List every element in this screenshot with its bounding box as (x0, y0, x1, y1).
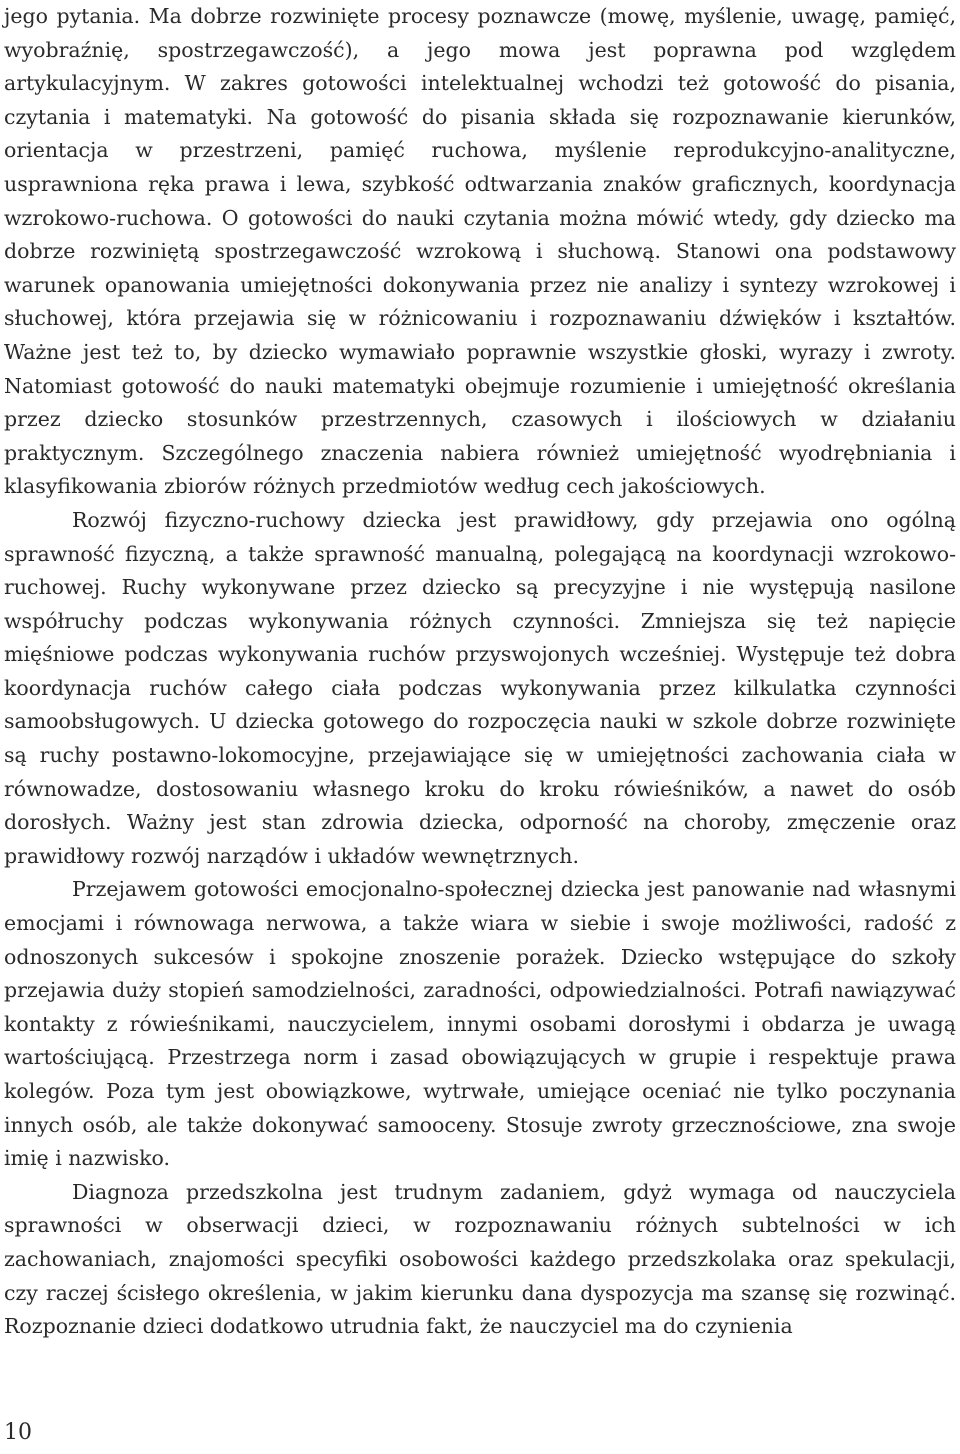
paragraph-preschool-diagnosis: Diagnoza przedszkolna jest trudnym zadaniem, gdyż wymaga od nauczyciela sprawności w obserwacji dzieci, w rozpoznawaniu różnych subtelności w ich zachowaniach, znajomości specyfiki osobowości każdego przedszkolaka oraz spekulacji, czy raczej ścisłego określenia, w jakim kierunku dana dyspozycja ma szansę się rozwinąć. Rozpoznanie dzieci dodatkowo utrudnia fakt, że nauczyciel ma do czynienia (4, 1179, 956, 1339)
page-number: 10 (4, 1420, 32, 1445)
paragraph-readiness-intellectual: jego pytania. Ma dobrze rozwinięte procesy poznawcze (mowę, myślenie, uwagę, pamięć, wyobraźnię, spostrzegawczość), a jego mowa jest poprawna pod względem artykulacyjnym. W zakres gotowości intelektualnej wchodzi też gotowość do pisania, czytania i matematyki. Na gotowość do pisania składa się rozpoznawanie kierunków, orientacja w przestrzeni, pamięć ruchowa, myślenie reprodukcyjno-analityczne, usprawniona ręka prawa i lewa, szybkość odtwarzania znaków graficznych, koordynacja wzrokowo-ruchowa. O gotowości do nauki czytania można mówić wtedy, gdy dziecko ma dobrze rozwiniętą spostrzegawczość wzrokową i słuchową. Stanowi ona podstawowy warunek opanowania umiejętności dokonywania przez nie analizy i syntezy wzrokowej i słuchowej, która przejawia się w różnicowaniu i rozpoznawaniu dźwięków i kształtów. Ważne jest też to, by dziecko wymawiało poprawnie wszystkie głoski, wyrazy i zwroty. Natomiast gotowość do nauki matematyki obejmuje rozumienie i umiejętność określania przez dziecko stosunków przestrzennych, czasowych i ilościowych w działaniu praktycznym. Szczególnego znaczenia nabiera również umiejętność wyodrębniania i klasyfikowania zbiorów różnych przedmiotów według cech jakościowych. (4, 4, 956, 499)
page-body (4, 0, 956, 1344)
paragraph-physical-development: Rozwój fizyczno-ruchowy dziecka jest prawidłowy, gdy przejawia ono ogólną sprawność fizyczną, a także sprawność manualną, polegającą na koordynacji wzrokowo-ruchowej. Ruchy wykonywane przez dziecko są precyzyjne i nie występują nasilone współruchy podczas wykonywania różnych czynności. Zmniejsza się też napięcie mięśniowe podczas wykonywania ruchów przyswojonych wcześniej. Występuje też dobra koordynacja ruchów całego ciała podczas wykonywania przez kilkulatka czynności samoobsługowych. U dziecka gotowego do rozpoczęcia nauki w szkole dobrze rozwinięte są ruchy postawno-lokomocyjne, przejawiające się w umiejętności zachowania ciała w równowadze, dostosowaniu własnego kroku do kroku rówieśników, a nawet do osób dorosłych. Ważny jest stan zdrowia dziecka, odporność na choroby, zmęczenie oraz prawidłowy rozwój narządów i układów wewnętrznych. (4, 507, 956, 868)
paragraph-emotional-social-readiness: Przejawem gotowości emocjonalno-społecznej dziecka jest panowanie nad własnymi emocjami i równowaga nerwowa, a także wiara w siebie i swoje możliwości, radość z odnoszonych sukcesów i spokojne znoszenie porażek. Dziecko wstępujące do szkoły przejawia duży stopień samodzielności, zaradności, odpowiedzialności. Potrafi nawiązywać kontakty z rówieśnikami, nauczycielem, innymi osobami dorosłymi i obdarza je uwagą wartościującą. Przestrzega norm i zasad obowiązujących w grupie i respektuje prawa kolegów. Poza tym jest obowiązkowe, wytrwałe, umiejące oceniać nie tylko poczynania innych osób, ale także dokonywać samooceny. Stosuje zwroty grzecznościowe, zna swoje imię i nazwisko. (4, 877, 956, 1171)
